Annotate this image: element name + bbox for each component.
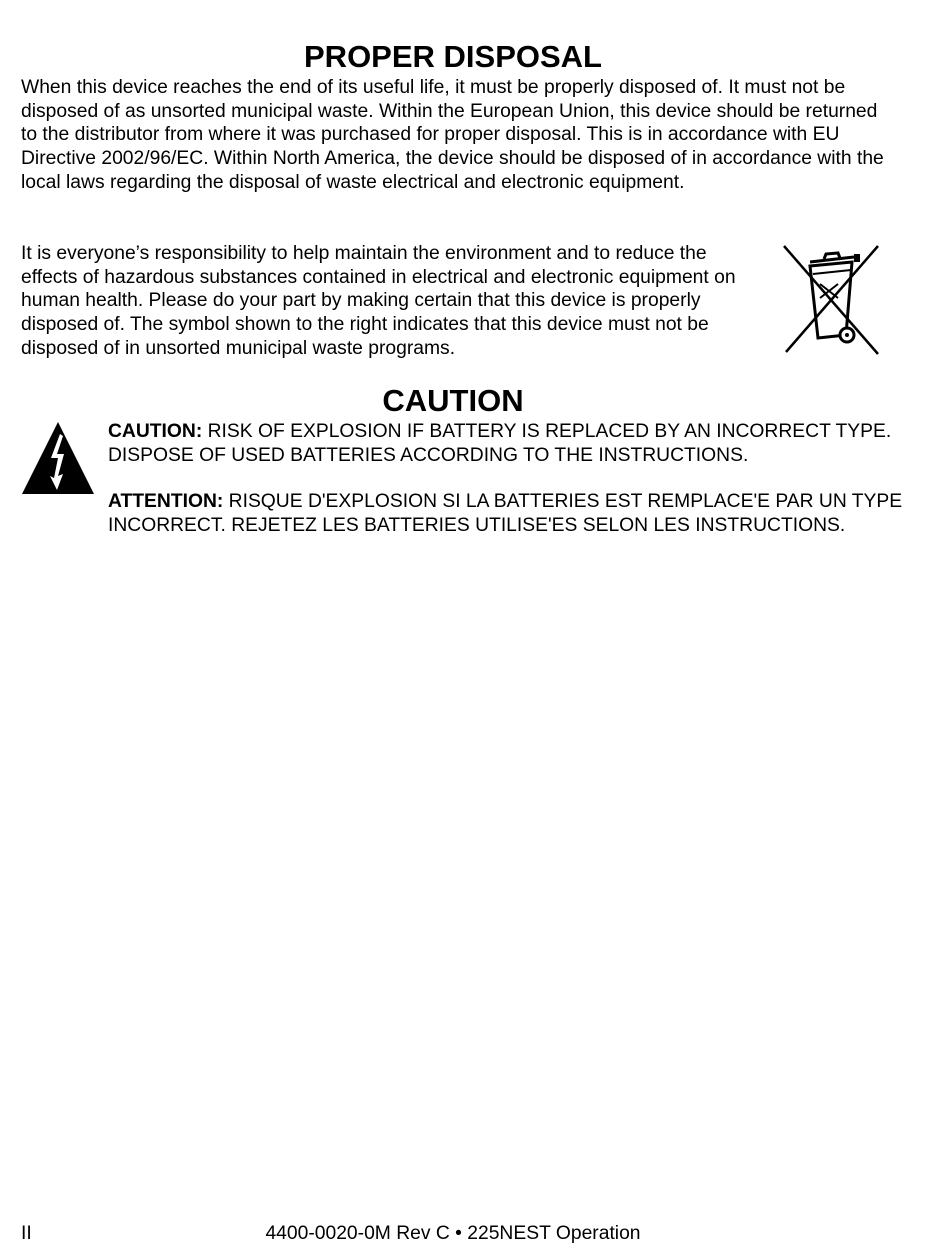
footer-document-id: 4400-0020-0M Rev C • 225NEST Operation — [265, 1223, 641, 1244]
disposal-paragraph-1: When this device reaches the end of its useful life, it must be properly disposed of. It must not be disposed of as unsorted municipal waste. Within the European Union, this device should be returned to the distributor from where it was purchased for proper disposal. This is in accordance with EU Directive 2002/96/EC. Within North America, the device should be disposed of in accordance with the local laws regarding the disposal of waste electrical and electronic equipment. — [21, 77, 884, 193]
page-number: II — [21, 1223, 32, 1244]
caution-english-text — [108, 420, 908, 467]
caution-english-body: RISK OF EXPLOSION IF BATTERY IS REPLACED BY AN INCORRECT TYPE. DISPOSE OF USED BATTERIES ACCORDING TO THE INSTRUCTIONS. — [108, 421, 892, 466]
caution-french-text — [108, 490, 908, 537]
caution-heading: CAUTION — [382, 383, 524, 418]
crossed-out-wheelie-bin-icon — [780, 240, 882, 358]
electrical-hazard-warning-icon — [20, 420, 96, 496]
attention-label: ATTENTION: — [108, 491, 224, 512]
caution-label: CAUTION: — [108, 421, 203, 442]
proper-disposal-heading: PROPER DISPOSAL — [304, 39, 602, 74]
caution-french-body: RISQUE D'EXPLOSION SI LA BATTERIES EST REMPLACE'E PAR UN TYPE INCORRECT. REJETEZ LES BATTERIES UTILISE'ES SELON LES INSTRUCTIONS. — [108, 491, 903, 536]
disposal-paragraph-2: It is everyone’s responsibility to help maintain the environment and to reduce the effects of hazardous substances contained in electrical and electronic equipment on human health. Please do your part by making certain that this device is properly disposed of. The symbol shown to the right indicates that this device must not be disposed of in unsorted municipal waste programs. — [21, 243, 736, 359]
